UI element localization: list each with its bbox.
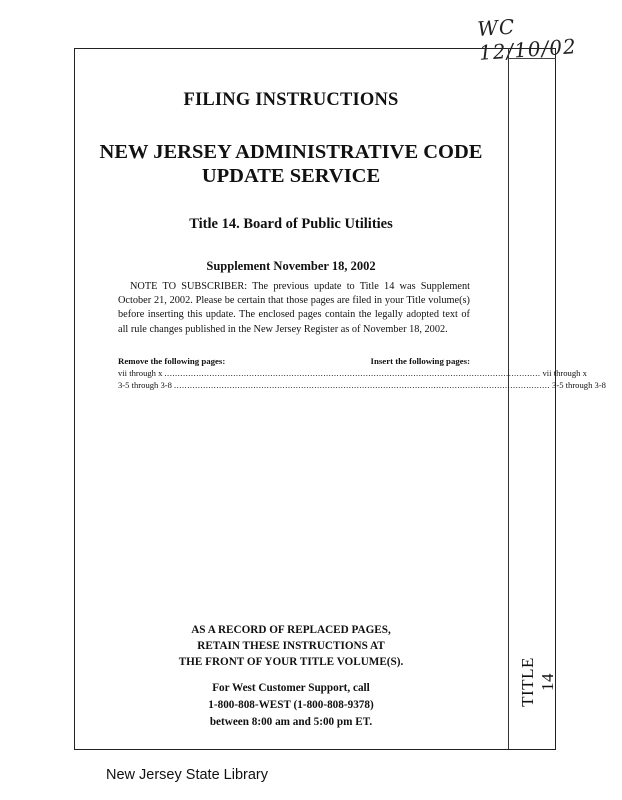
support-line: For West Customer Support, call [212, 682, 370, 694]
note-text: NOTE TO SUBSCRIBER: The previous update to Title 14 was Supplement October 21, 2002. Please be certain that those pages are filed in your Title volume(s) before inserting this update. The enclosed pages contain the legally adopted text of all rule changes published in the New Jersey Register as of November 18, 2002. [118, 281, 470, 335]
remove-pages: 3-5 through 3-8 [118, 380, 172, 390]
code-title-line2: UPDATE SERVICE [201, 165, 381, 187]
table-row [118, 368, 587, 378]
insert-header: Insert the following pages: [370, 356, 470, 366]
title-tab-top-rule [508, 58, 556, 60]
title-tab-divider [508, 48, 510, 749]
title-tab-label: TITLE 14 [518, 657, 557, 707]
page-frame-bottom [74, 749, 556, 751]
library-stamp: New Jersey State Library [106, 767, 268, 783]
dot-leader: .............................................................................................................................................. [173, 380, 551, 390]
title-line: Title 14. Board of Public Utilities [189, 216, 393, 232]
note-to-subscriber [118, 280, 470, 337]
code-title-line1: NEW JERSEY ADMINISTRATIVE CODE [99, 141, 483, 163]
pages-table [118, 356, 606, 390]
support-phone: 1-800-808-WEST (1-800-808-9378) [208, 699, 374, 711]
record-line: AS A RECORD OF REPLACED PAGES, [191, 624, 391, 636]
record-line: RETAIN THESE INSTRUCTIONS AT [197, 640, 385, 652]
remove-header: Remove the following pages: [118, 356, 226, 366]
insert-pages: 3-5 through 3-8 [552, 380, 606, 390]
record-notice [74, 622, 508, 670]
record-line: THE FRONT OF YOUR TITLE VOLUME(S). [178, 656, 404, 668]
page-frame-right [555, 48, 557, 749]
remove-pages: vii through x [118, 368, 163, 378]
table-row [118, 380, 606, 390]
handwritten-date-note: WC 12/10/02 [476, 14, 578, 65]
supplement-date: Supplement November 18, 2002 [206, 259, 376, 273]
insert-pages: vii through x [542, 368, 587, 378]
dot-leader: .............................................................................................................................................. [164, 368, 541, 378]
pages-table-header [118, 356, 470, 366]
support-hours: between 8:00 am and 5:00 pm ET. [209, 716, 373, 728]
support-info [74, 680, 508, 731]
page-frame-top [74, 48, 556, 50]
page-heading: FILING INSTRUCTIONS [183, 90, 399, 110]
